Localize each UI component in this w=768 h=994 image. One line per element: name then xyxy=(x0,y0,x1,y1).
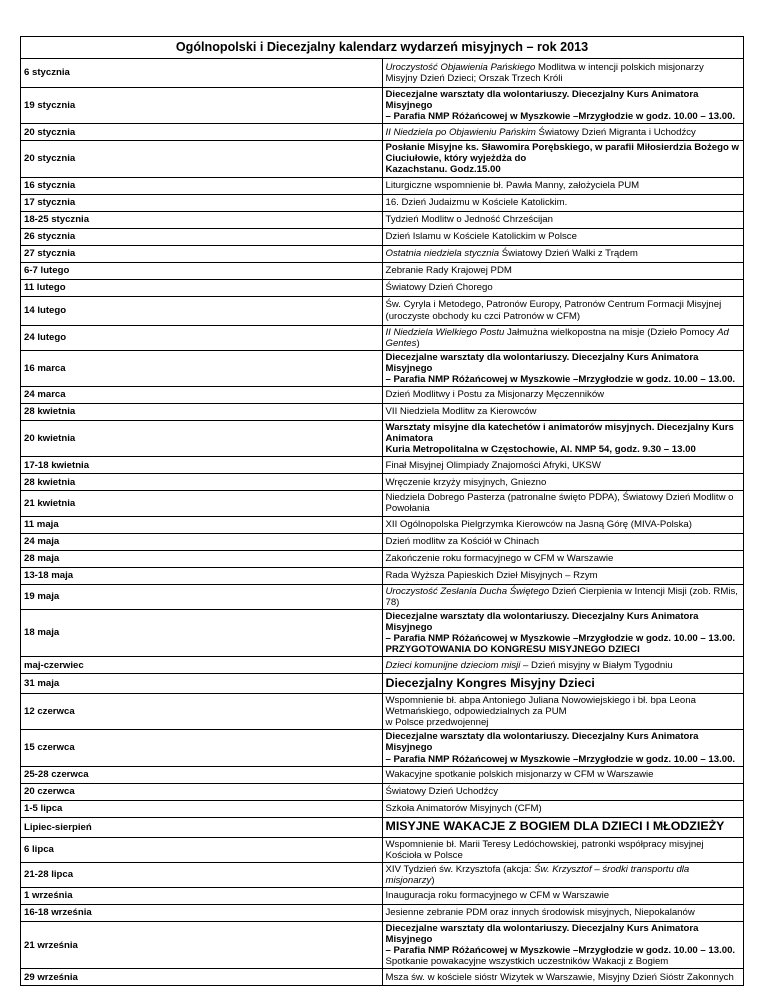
event-date: 20 stycznia xyxy=(21,141,383,177)
event-description xyxy=(382,657,744,674)
description-line xyxy=(386,142,741,164)
description-text: II Niedziela Wielkiego Postu xyxy=(385,326,505,338)
description-text: Diecezjalne warsztaty dla wolontariuszy. Diecezjalny Kurs Animatora Misyjnego xyxy=(385,89,699,112)
description-line xyxy=(386,754,741,765)
calendar-row xyxy=(21,325,744,350)
description-text: Wręczenie krzyży misyjnych, Gniezno xyxy=(385,476,547,488)
description-text: Dzień Cierpienia w Intencji Misji (zob. RMis, 78) xyxy=(385,585,738,608)
event-description xyxy=(382,88,744,124)
description-line xyxy=(386,352,741,374)
calendar-table xyxy=(20,36,744,986)
calendar-row xyxy=(21,516,744,533)
description-text: Diecezjalny Kongres Misyjny Dzieci xyxy=(385,675,595,690)
calendar-row xyxy=(21,88,744,124)
description-text: – Parafia NMP Różańcowej w Myszkowie –Mrzygłodzie w godz. 10.00 – 13.00. xyxy=(385,632,736,644)
description-line xyxy=(386,769,741,780)
description-line xyxy=(386,731,741,753)
description-line xyxy=(386,282,741,293)
event-description xyxy=(382,609,744,656)
description-line xyxy=(386,62,741,73)
description-text: Jałmużna wielkopostna na misje (Dzieło Pomocy xyxy=(504,326,718,338)
event-date: 1-5 lipca xyxy=(21,800,383,817)
event-description xyxy=(382,457,744,474)
calendar-row xyxy=(21,279,744,296)
description-text: Diecezjalne warsztaty dla wolontariuszy. Diecezjalny Kurs Animatora Misyjnego xyxy=(385,351,699,374)
event-description xyxy=(382,730,744,766)
event-date: 19 maja xyxy=(21,584,383,609)
event-description xyxy=(382,783,744,800)
event-description xyxy=(382,245,744,262)
event-description xyxy=(382,387,744,404)
description-text: – Parafia NMP Różańcowej w Myszkowie –Mrzygłodzie w godz. 10.00 – 13.00. xyxy=(385,945,736,957)
calendar-row xyxy=(21,817,744,837)
description-line xyxy=(386,492,741,514)
event-description xyxy=(382,800,744,817)
event-date: 20 kwietnia xyxy=(21,421,383,457)
event-description xyxy=(382,177,744,194)
event-date: 1 września xyxy=(21,888,383,905)
description-line xyxy=(386,389,741,400)
description-line xyxy=(386,197,741,208)
event-description xyxy=(382,279,744,296)
event-date: 11 maja xyxy=(21,516,383,533)
description-text: Finał Misyjnej Olimpiady Znajomości Afryki, UKSW xyxy=(385,459,601,471)
description-line xyxy=(386,660,741,671)
description-line xyxy=(386,945,741,956)
event-date: 16-18 września xyxy=(21,905,383,922)
event-description xyxy=(382,766,744,783)
description-text: Spotkanie powakacyjne wszystkich uczestników Wakacji z Bogiem xyxy=(385,956,669,968)
calendar-row xyxy=(21,888,744,905)
event-description xyxy=(382,141,744,177)
event-description xyxy=(382,296,744,325)
calendar-row xyxy=(21,609,744,656)
description-text: ) xyxy=(416,337,420,349)
description-text: PRZYGOTOWANIA DO KONGRESU MISYJNEGO DZIECI xyxy=(385,643,640,655)
event-description xyxy=(382,969,744,986)
description-line xyxy=(386,311,741,322)
event-description xyxy=(382,674,744,694)
description-text: Posłanie Misyjne ks. Sławomira Porębskiego, w parafii Miłosierdzia Bożego w Ciuciułowie, który wyjeżdża do xyxy=(385,142,739,165)
event-date: 6 lipca xyxy=(21,837,383,862)
description-text: Ostatnia niedziela stycznia xyxy=(385,248,500,260)
event-date: 26 stycznia xyxy=(21,228,383,245)
description-line xyxy=(386,890,741,901)
description-text: Dzień modlitw za Kościół w Chinach xyxy=(385,535,540,547)
calendar-row xyxy=(21,800,744,817)
event-description xyxy=(382,516,744,533)
description-text: Światowy Dzień Migranta i Uchodźcy xyxy=(535,126,696,138)
description-line xyxy=(386,786,741,797)
description-text: Inauguracja roku formacyjnego w CFM w Warszawie xyxy=(385,890,610,902)
event-description xyxy=(382,228,744,245)
event-date: 17 stycznia xyxy=(21,194,383,211)
calendar-row xyxy=(21,350,744,386)
calendar-row xyxy=(21,657,744,674)
description-line xyxy=(386,586,741,608)
description-text: Wspomnienie bł. Marii Teresy Ledóchowskiej, patronki współpracy misyjnej Kościoła w Polsce xyxy=(385,838,704,861)
event-date: 11 lutego xyxy=(21,279,383,296)
description-text: Msza św. w kościele sióstr Wizytek w Warszawie, Misyjny Dzień Sióstr Zakonnych xyxy=(385,971,734,983)
description-text: Modlitwa w intencji polskich misjonarzy xyxy=(535,61,704,73)
description-text: Ad Gentes xyxy=(385,326,729,349)
description-text: Diecezjalne warsztaty dla wolontariuszy. Diecezjalny Kurs Animatora Misyjnego xyxy=(385,610,699,633)
event-date: 27 stycznia xyxy=(21,245,383,262)
description-line xyxy=(386,374,741,385)
description-text: MISYJNE WAKACJE Z BOGIEM DLA DZIECI I MŁODZIEŻY xyxy=(385,819,725,834)
event-date: 19 stycznia xyxy=(21,88,383,124)
event-date: 20 stycznia xyxy=(21,124,383,141)
description-text: Diecezjalne warsztaty dla wolontariuszy. Diecezjalny Kurs Animatora Misyjnego xyxy=(385,923,699,946)
calendar-row xyxy=(21,567,744,584)
event-date: 6 stycznia xyxy=(21,59,383,88)
calendar-row xyxy=(21,766,744,783)
event-date: 24 lutego xyxy=(21,325,383,350)
event-date: 20 czerwca xyxy=(21,783,383,800)
description-line xyxy=(386,821,741,833)
description-text: Warsztaty misyjne dla katechetów i animatorów misyjnych. Diecezjalny Kurs Animatora xyxy=(385,422,734,445)
description-text: Św. Krzysztof – środki transportu dla misjonarzy xyxy=(385,863,690,886)
description-line xyxy=(386,717,741,728)
event-date: 14 lutego xyxy=(21,296,383,325)
description-line xyxy=(386,164,741,175)
description-text: Światowy Dzień Chorego xyxy=(385,282,493,294)
calendar-row xyxy=(21,533,744,550)
event-date: 29 września xyxy=(21,969,383,986)
description-line xyxy=(386,923,741,945)
description-text: Dzień Modlitwy i Postu za Misjonarzy Męczenników xyxy=(385,389,605,401)
calendar-row xyxy=(21,837,744,862)
description-text: Dzieci komunijne dzieciom misji xyxy=(385,659,521,671)
description-line xyxy=(386,477,741,488)
calendar-row xyxy=(21,969,744,986)
event-description xyxy=(382,211,744,228)
description-text: – Parafia NMP Różańcowej w Myszkowie –Mrzygłodzie w godz. 10.00 – 13.00. xyxy=(385,373,736,385)
description-text: Misyjny Dzień Dzieci; Orszak Trzech Króli xyxy=(385,73,563,84)
description-text: Dzień Islamu w Kościele Katolickim w Polsce xyxy=(385,231,577,243)
calendar-row xyxy=(21,141,744,177)
description-text: Św. Cyryla i Metodego, Patronów Europy, Patronów Centrum Formacji Misyjnej xyxy=(385,299,722,311)
event-date: 24 marca xyxy=(21,387,383,404)
event-date: 28 kwietnia xyxy=(21,474,383,491)
event-description xyxy=(382,59,744,88)
description-line xyxy=(386,553,741,564)
calendar-row xyxy=(21,550,744,567)
event-date: 18-25 stycznia xyxy=(21,211,383,228)
description-line xyxy=(386,695,741,717)
description-line xyxy=(386,519,741,530)
calendar-row xyxy=(21,674,744,694)
calendar-row xyxy=(21,474,744,491)
event-description xyxy=(382,584,744,609)
calendar-row xyxy=(21,694,744,730)
description-line xyxy=(386,444,741,455)
calendar-row xyxy=(21,228,744,245)
calendar-row xyxy=(21,404,744,421)
event-description xyxy=(382,567,744,584)
description-line xyxy=(386,422,741,444)
description-text: Kuria Metropolitalna w Częstochowie, Al. NMP 54, godz. 9.30 – 13.00 xyxy=(385,444,696,456)
description-line xyxy=(386,644,741,655)
description-line xyxy=(386,972,741,983)
description-line xyxy=(386,803,741,814)
calendar-row xyxy=(21,421,744,457)
calendar-row xyxy=(21,730,744,766)
description-text: Światowy Dzień Uchodźcy xyxy=(385,786,499,798)
calendar-row xyxy=(21,245,744,262)
event-description xyxy=(382,905,744,922)
event-description xyxy=(382,474,744,491)
event-date: 15 czerwca xyxy=(21,730,383,766)
event-date: 28 kwietnia xyxy=(21,404,383,421)
document-title: Ogólnopolski i Diecezjalny kalendarz wydarzeń misyjnych – rok 2013 xyxy=(21,37,744,59)
event-description xyxy=(382,350,744,386)
calendar-document xyxy=(20,36,744,986)
event-date: 16 marca xyxy=(21,350,383,386)
description-line xyxy=(386,231,741,242)
event-description xyxy=(382,694,744,730)
description-text: Rada Wyższa Papieskich Dzieł Misyjnych – Rzym xyxy=(385,569,598,581)
description-line xyxy=(386,265,741,276)
description-text: Kazachstanu. Godz.15.00 xyxy=(385,164,501,176)
description-line xyxy=(386,248,741,259)
event-date: 21 kwietnia xyxy=(21,491,383,516)
description-line xyxy=(386,73,741,84)
description-text: Wspomnienie bł. abpa Antoniego Juliana Nowowiejskiego i bł. bpa Leona Wetmańskiego, odpowiedzialnych za PUM xyxy=(385,695,696,718)
calendar-row xyxy=(21,584,744,609)
description-line xyxy=(386,570,741,581)
description-line xyxy=(386,127,741,138)
description-line xyxy=(386,839,741,861)
description-text: – Parafia NMP Różańcowej w Myszkowie –Mrzygłodzie w godz. 10.00 – 13.00. xyxy=(385,753,736,765)
description-text: Tydzień Modlitw o Jedność Chrześcijan xyxy=(385,214,553,226)
description-line xyxy=(386,214,741,225)
description-text: VII Niedziela Modlitw za Kierowców xyxy=(385,406,537,418)
calendar-rows xyxy=(21,59,744,986)
event-description xyxy=(382,325,744,350)
event-description xyxy=(382,862,744,887)
description-text: ) xyxy=(431,874,435,886)
description-text: Światowy Dzień Walki z Trądem xyxy=(499,248,638,260)
event-date: Lipiec-sierpień xyxy=(21,817,383,837)
description-line xyxy=(386,111,741,122)
description-line xyxy=(386,89,741,111)
event-description xyxy=(382,194,744,211)
event-date: 24 maja xyxy=(21,533,383,550)
description-text: Jesienne zebranie PDM oraz innych środowisk misyjnych, Niepokalanów xyxy=(385,907,695,919)
description-text: Zebranie Rady Krajowej PDM xyxy=(385,265,512,277)
event-date: 6-7 lutego xyxy=(21,262,383,279)
event-description xyxy=(382,124,744,141)
description-text: – Parafia NMP Różańcowej w Myszkowie –Mrzygłodzie w godz. 10.00 – 13.00. xyxy=(385,111,736,123)
event-description xyxy=(382,262,744,279)
event-date: 31 maja xyxy=(21,674,383,694)
event-date: 18 maja xyxy=(21,609,383,656)
description-line xyxy=(386,180,741,191)
event-description xyxy=(382,817,744,837)
description-text: (uroczyste obchody ku czci Patronów w CFM) xyxy=(385,310,581,322)
description-text: Niedziela Dobrego Pasterza (patronalne święto PDPA), Światowy Dzień Modlitw o Powołania xyxy=(385,492,734,515)
event-date: 21-28 lipca xyxy=(21,862,383,887)
description-line xyxy=(386,611,741,633)
description-text: Uroczystość Objawienia Pańskiego xyxy=(385,61,536,73)
calendar-row xyxy=(21,124,744,141)
calendar-row xyxy=(21,922,744,969)
description-line xyxy=(385,675,741,690)
event-date: 21 września xyxy=(21,922,383,969)
event-description xyxy=(382,421,744,457)
event-description xyxy=(382,550,744,567)
calendar-row xyxy=(21,387,744,404)
description-text: Wakacyjne spotkanie polskich misjonarzy w CFM w Warszawie xyxy=(385,769,654,781)
description-text: Liturgiczne wspomnienie bł. Pawła Manny, założyciela PUM xyxy=(385,180,640,192)
description-line xyxy=(386,633,741,644)
calendar-row xyxy=(21,211,744,228)
event-description xyxy=(382,533,744,550)
description-text: Uroczystość Zesłania Ducha Świętego xyxy=(385,585,550,597)
description-line xyxy=(386,956,741,967)
description-text: XIV Tydzień św. Krzysztofa (akcja: xyxy=(385,863,535,875)
event-description xyxy=(382,404,744,421)
calendar-row xyxy=(21,194,744,211)
event-description xyxy=(382,888,744,905)
description-line xyxy=(386,299,741,310)
event-date: maj-czerwiec xyxy=(21,657,383,674)
description-line xyxy=(386,406,741,417)
event-date: 25-28 czerwca xyxy=(21,766,383,783)
description-line xyxy=(386,460,741,471)
description-text: w Polsce przedwojennej xyxy=(385,717,489,729)
event-description xyxy=(382,837,744,862)
title-row xyxy=(21,37,744,59)
event-date: 12 czerwca xyxy=(21,694,383,730)
event-date: 17-18 kwietnia xyxy=(21,457,383,474)
event-description xyxy=(382,922,744,969)
event-description xyxy=(382,491,744,516)
calendar-row xyxy=(21,262,744,279)
calendar-row xyxy=(21,862,744,887)
description-text: – Dzień misyjny w Białym Tygodniu xyxy=(520,659,673,671)
description-line xyxy=(386,327,741,349)
calendar-row xyxy=(21,783,744,800)
description-line xyxy=(386,907,741,918)
description-text: Zakończenie roku formacyjnego w CFM w Warszawie xyxy=(385,552,614,564)
event-date: 16 stycznia xyxy=(21,177,383,194)
calendar-row xyxy=(21,296,744,325)
description-text: II Niedziela po Objawieniu Pańskim xyxy=(385,126,536,138)
calendar-row xyxy=(21,59,744,88)
calendar-row xyxy=(21,457,744,474)
description-text: Diecezjalne warsztaty dla wolontariuszy. Diecezjalny Kurs Animatora Misyjnego xyxy=(385,731,699,754)
event-date: 13-18 maja xyxy=(21,567,383,584)
calendar-row xyxy=(21,905,744,922)
calendar-row xyxy=(21,177,744,194)
description-text: 16. Dzień Judaizmu w Kościele Katolickim. xyxy=(385,197,568,209)
description-line xyxy=(386,864,741,886)
description-text: Szkoła Animatorów Misyjnych (CFM) xyxy=(385,803,542,815)
description-line xyxy=(386,536,741,547)
description-text: XII Ogólnopolska Pielgrzymka Kierowców na Jasną Górę (MIVA-Polska) xyxy=(385,518,692,530)
event-date: 28 maja xyxy=(21,550,383,567)
calendar-row xyxy=(21,491,744,516)
